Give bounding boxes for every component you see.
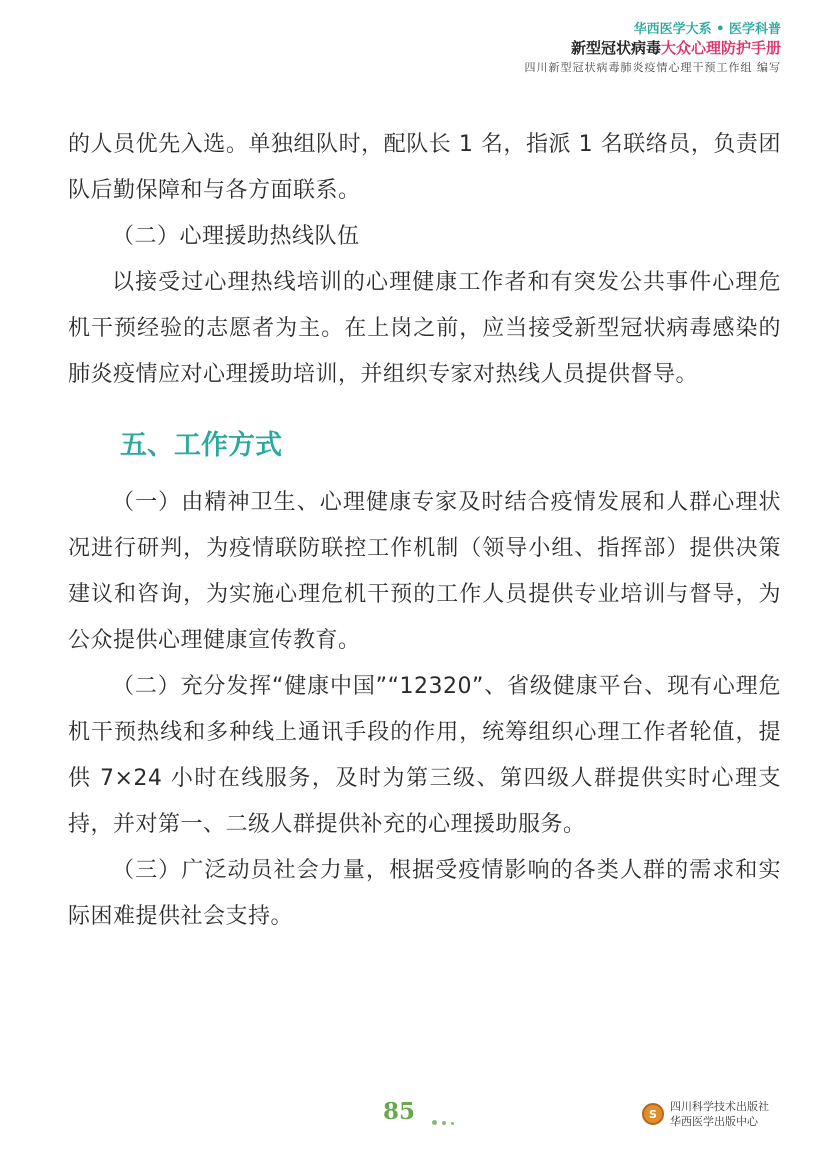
paragraph-method-1: （一）由精神卫生、心理健康专家及时结合疫情发展和人群心理状况进行研判，为疫情联防联控工作机制（领导小组、指挥部）提供决策建议和咨询，为实施心理危机干预的工作人员提供专业培训与督导，为公众提供心理健康宣传教育。	[68, 490, 781, 653]
paragraph-method-2: （二）充分发挥“健康中国”“12320”、省级健康平台、现有心理危机干预热线和多种线上通讯手段的作用，统筹组织心理工作者轮值，提供 7×24 小时在线服务，及时为第三级、第四级人群提供实时心理支持，并对第一、二级人群提供补充的心理援助服务。	[68, 674, 781, 837]
running-header	[525, 22, 782, 75]
page-number: 85	[383, 1098, 416, 1125]
book-title-accent: 大众心理防护手册	[660, 39, 781, 58]
page-body	[68, 122, 781, 940]
paragraph-hotline-team: 以接受过心理热线培训的心理健康工作者和有突发公共事件心理危机干预经验的志愿者为主。在上岗之前，应当接受新型冠状病毒感染的肺炎疫情应对心理援助培训，并组织专家对热线人员提供督导。	[68, 270, 781, 387]
series-name: 华西医学大系 • 医学科普	[633, 22, 781, 37]
page-dots-decoration	[432, 1110, 459, 1129]
paragraph-method-3: （三）广泛动员社会力量，根据受疫情影响的各类人群的需求和实际困难提供社会支持。	[68, 858, 781, 929]
editors-line: 四川新型冠状病毒肺炎疫情心理干预工作组 编写	[524, 61, 781, 74]
subheading-hotline-team: （二）心理援助热线队伍	[112, 224, 360, 249]
book-title-main: 新型冠状病毒	[570, 39, 661, 58]
paragraph-continuation: 的人员优先入选。单独组队时，配队长 1 名，指派 1 名联络员，负责团队后勤保障和与各方面联系。	[68, 132, 781, 203]
publisher-logo-icon: S	[642, 1103, 664, 1125]
publisher-line-2: 华西医学出版中心	[670, 1115, 758, 1128]
publisher-line-1: 四川科学技术出版社	[670, 1100, 769, 1113]
publisher-text	[670, 1099, 769, 1129]
book-title	[525, 39, 782, 58]
section-title: 五、工作方式	[120, 430, 282, 461]
publisher-block	[642, 1099, 769, 1129]
